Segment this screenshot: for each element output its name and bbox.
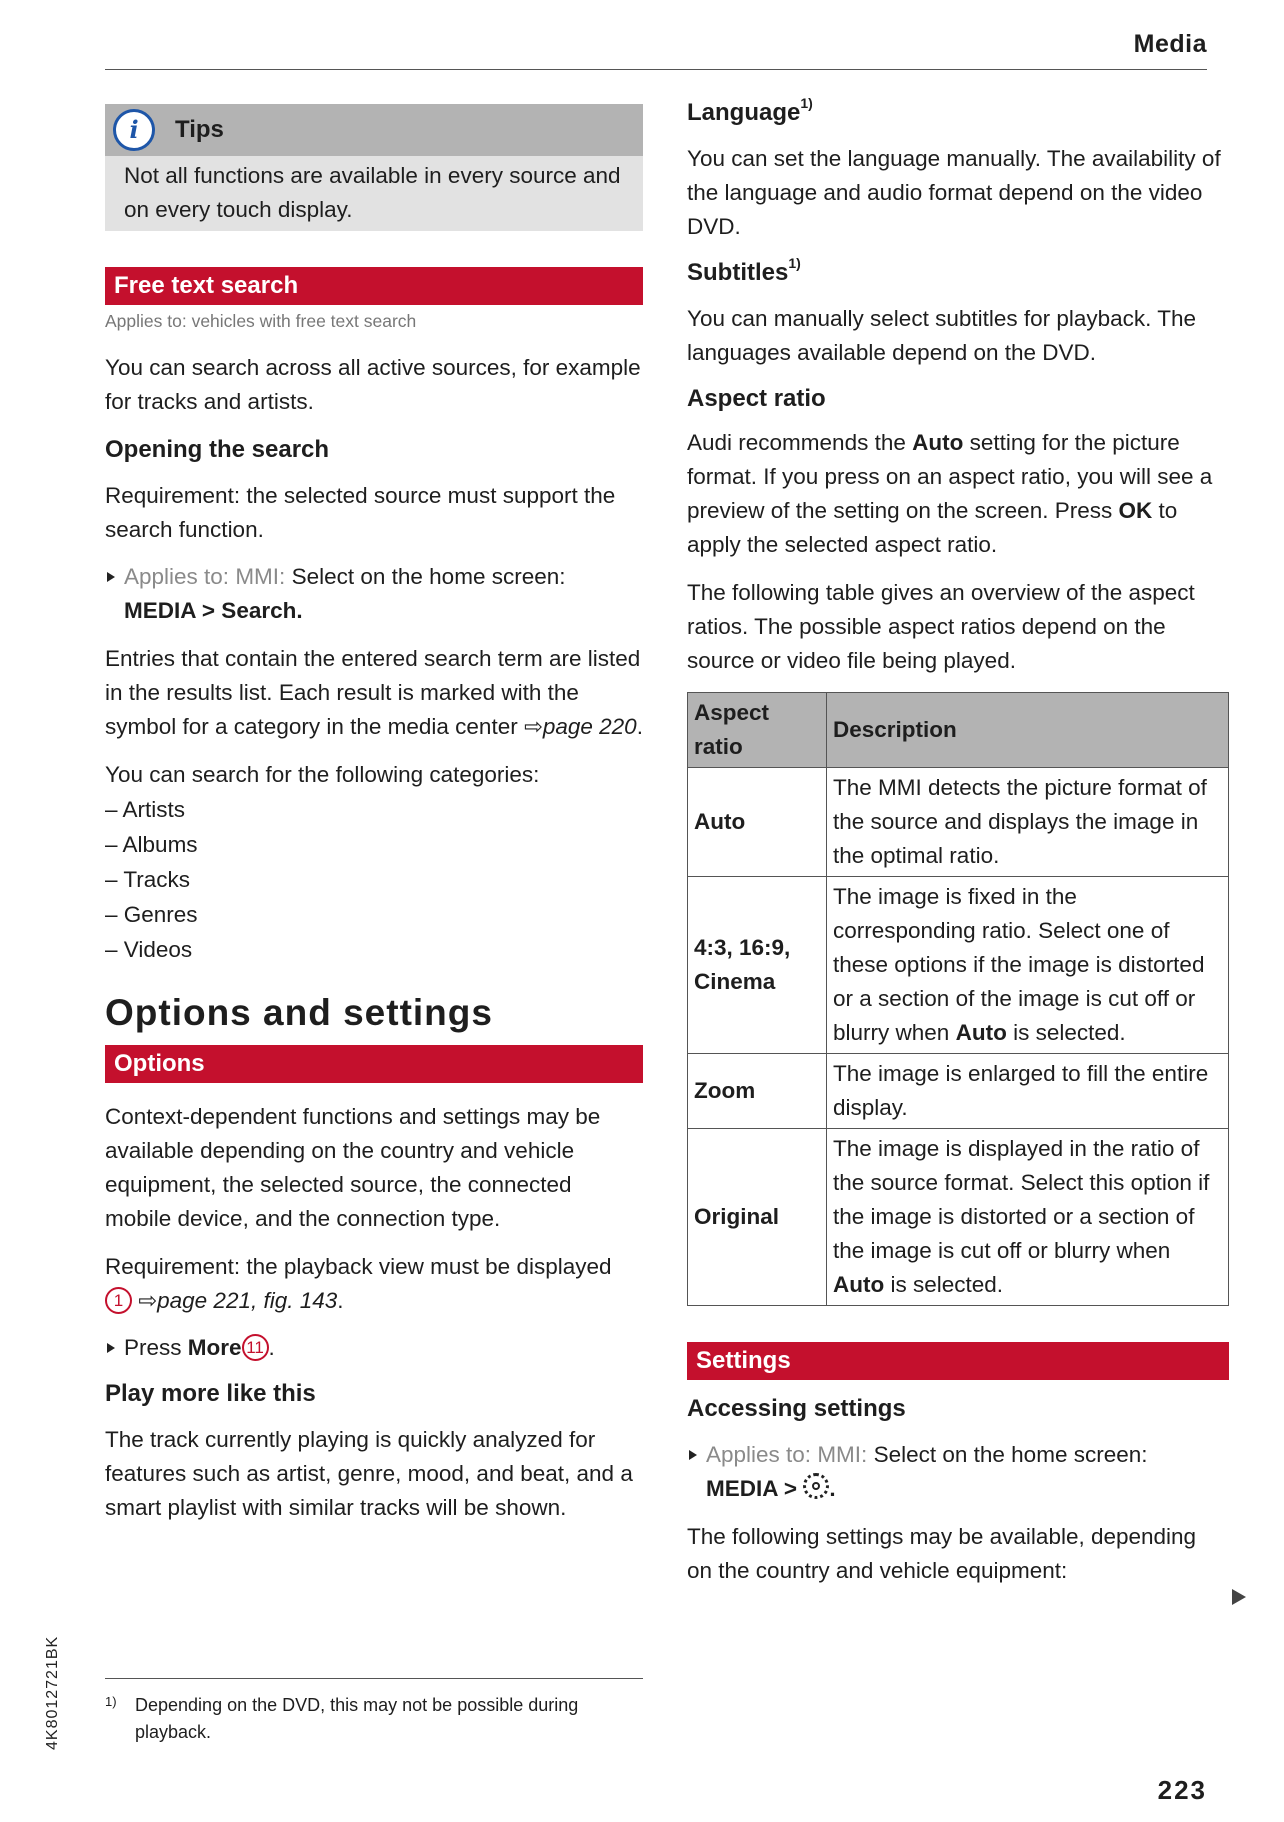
language-text: You can set the language manually. The availability of the language and audio format depend on the video DVD. (687, 146, 1221, 239)
table-header-description: Description (827, 693, 1229, 768)
ratio-cell: 4:3, 16:9, Cinema (688, 877, 827, 1054)
left-column (105, 96, 643, 1525)
description-cell: The image is fixed in the corresponding ratio. Select one of these options if the image is distorted or a section of the image is cut off or blurry when Auto is selected. (827, 877, 1229, 1054)
step-path: MEDIA > Search. (124, 598, 303, 623)
language-heading: Language$^{1)}$ (687, 95, 813, 126)
arrow-icon: ⇨ (138, 1288, 158, 1313)
options-text: Context-dependent functions and settings may be available depending on the country and vehicle equipment, the selected source, the connected mobile device, and the connection type. (105, 1104, 601, 1231)
table-header-row (688, 693, 1229, 768)
callout-1-icon: 1 (105, 1287, 132, 1314)
access-settings-path: MEDIA > . (687, 1472, 1229, 1506)
free-text-search-bar: Free text search (105, 267, 643, 305)
tips-body: Not all functions are available in every source and on every touch display. (124, 163, 621, 222)
footnote (105, 1692, 643, 1746)
tips-title: Tips (175, 116, 224, 143)
table-row (688, 1129, 1229, 1306)
subtitles-footnote-mark: 1) (788, 255, 801, 271)
categories-intro: You can search for the following categories: (105, 762, 540, 787)
more-label: More (187, 1335, 242, 1360)
categories-list (105, 792, 643, 967)
options-bar: Options (105, 1045, 643, 1083)
play-more-text: The track currently playing is quickly analyzed for features such as artist, genre, mood, and beat, and a smart playlist with similar tracks will be shown. (105, 1427, 633, 1520)
opening-search-requirement: Requirement: the selected source must support the search function. (105, 483, 616, 542)
playback-requirement: Requirement: the playback view must be displayed 1 ⇨page 221, fig. 143. (105, 1254, 612, 1313)
category-item: – Albums (105, 832, 198, 857)
table-intro: The following table gives an overview of the aspect ratios. The possible aspect ratios depend on the source or video file being played. (687, 580, 1195, 673)
ratio-cell: Auto (688, 768, 827, 877)
requirement-page-ref: page 221, fig. 143 (157, 1288, 338, 1313)
tips-box (105, 104, 643, 231)
open-search-step (105, 560, 643, 594)
section-title: Media (1133, 30, 1207, 58)
options-settings-title: Options and settings (105, 992, 493, 1033)
page-number: 223 (1157, 1775, 1207, 1805)
gear-icon (803, 1473, 829, 1499)
category-item: – Genres (105, 902, 198, 927)
settings-bar: Settings (687, 1342, 1229, 1380)
play-more-heading: Play more like this (105, 1380, 316, 1407)
ratio-cell: Zoom (688, 1054, 827, 1129)
step-applies: Applies to: MMI: (124, 564, 286, 589)
footnote-text: Depending on the DVD, this may not be possible during playback. (135, 1695, 579, 1742)
right-column (687, 96, 1229, 1588)
table-row (688, 877, 1229, 1054)
press-more-step: Press More 11 . (105, 1331, 643, 1365)
category-item: – Artists (105, 797, 186, 822)
subtitles-text: You can manually select subtitles for playback. The languages available depend on the DVD. (687, 306, 1197, 365)
category-item: – Tracks (105, 867, 191, 892)
subtitles-heading: Subtitles$^{1)}$ (687, 255, 801, 286)
description-cell: The image is enlarged to fill the entire display. (827, 1054, 1229, 1129)
category-item: – Videos (105, 937, 193, 962)
continue-arrow-icon (1232, 1589, 1246, 1605)
free-text-search-intro: You can search across all active sources, for example for tracks and artists. (105, 355, 641, 414)
table-header-aspect: Aspect ratio (688, 693, 827, 768)
free-text-search-applies: Applies to: vehicles with free text search (105, 311, 417, 331)
footnote-rule (105, 1678, 643, 1679)
document-code: 4K8012721BK (44, 1635, 61, 1750)
callout-11-icon: 11 (242, 1334, 269, 1361)
description-cell: The MMI detects the picture format of the source and displays the image in the optimal ratio. (827, 768, 1229, 877)
results-text: Entries that contain the entered search term are listed in the results list. Each result is marked with the symbol for a category in the media center ⇨page 220. (105, 646, 643, 739)
info-icon: i (113, 109, 155, 151)
aspect-ratio-heading: Aspect ratio (687, 385, 826, 412)
step-text: Select on the home screen: (291, 564, 566, 589)
description-cell: The image is displayed in the ratio of the source format. Select this option if the image is distorted or a section of the image is cut off or blurry when Auto is selected. (827, 1129, 1229, 1306)
table-row (688, 768, 1229, 877)
accessing-settings-heading: Accessing settings (687, 1395, 906, 1422)
results-page-ref: page 220 (542, 714, 637, 739)
access-settings-step: Applies to: MMI: Select on the home screen: (687, 1438, 1229, 1472)
settings-text: The following settings may be available, depending on the country and vehicle equipment: (687, 1524, 1197, 1583)
aspect-ratio-table (687, 692, 1229, 1306)
header-rule (105, 69, 1207, 70)
arrow-icon: ⇨ (523, 714, 543, 739)
aspect-ratio-text: Audi recommends the Auto setting for the picture format. If you press on an aspect ratio, you will see a preview of the setting on the screen. Press OK to apply the selected aspect ratio. (687, 430, 1213, 557)
table-row (688, 1054, 1229, 1129)
opening-search-heading: Opening the search (105, 436, 330, 463)
ratio-cell: Original (688, 1129, 827, 1306)
language-footnote-mark: 1) (800, 95, 813, 111)
tips-header (105, 104, 643, 156)
footnote-mark: 1) (105, 1694, 117, 1709)
